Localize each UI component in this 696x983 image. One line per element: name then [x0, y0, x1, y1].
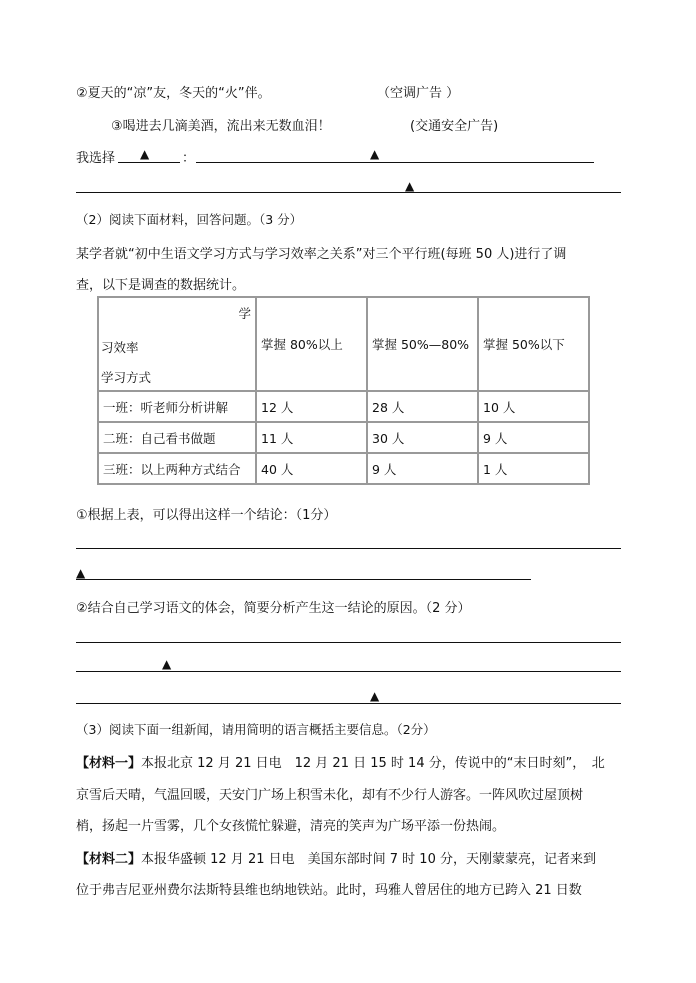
corner-bottom-text: 学习方式 [101, 370, 152, 385]
material-2-label: 【材料二】 [76, 852, 142, 867]
answer-mark: ▲ [370, 689, 380, 703]
answer-mark: ▲ [140, 147, 150, 161]
table-cell: 40 人 [256, 453, 367, 484]
answer-mark: ▲ [370, 147, 380, 161]
answer-line[interactable] [76, 192, 621, 193]
q2-intro-line2: 查，以下是调查的数据统计。 [76, 278, 246, 293]
answer-mark: ▲ [162, 657, 172, 671]
material-2-text: 本报华盛顿 12 月 21 日电 美国东部时间 7 时 10 分，天刚蒙蒙亮，记者来到 [141, 852, 596, 867]
table-cell: 12 人 [256, 391, 367, 422]
choose-blank[interactable] [118, 162, 180, 163]
material-1-line3: 梢，扬起一片雪雾，几个女孩慌忙躲避，清亮的笑声为广场平添一份热闹。 [76, 819, 506, 834]
material-1-line2: 京雪后天晴，气温回暖，天安门广场上积雪未化，却有不少行人游客。一阵风吹过屋顶树 [76, 788, 584, 803]
answer-line[interactable] [76, 671, 621, 672]
answer-line[interactable] [76, 642, 621, 643]
material-2-line2: 位于弗吉尼亚州费尔法斯特县维也纳地铁站。此时，玛雅人曾居住的地方已跨入 21 日数 [76, 883, 582, 898]
row-label: 一班：听老师分析讲解 [98, 391, 256, 422]
material-1-text: 本报北京 12 月 21 日电 12 月 21 日 15 时 14 分，传说中的“末日时刻”， 北 [141, 756, 605, 771]
slogan-3-tag: (交通安全广告) [410, 119, 499, 134]
answer-line[interactable] [76, 579, 531, 580]
slogan-2-text: ②夏天的“凉”友，冬天的“火”伴。 [76, 86, 271, 101]
corner-top-text: 学 [238, 306, 251, 321]
slogan-2-tag: （空调广告 ） [377, 86, 460, 101]
table-row [98, 391, 589, 422]
choose-colon: ： [182, 151, 196, 166]
column-header: 掌握 50%以下 [478, 297, 589, 391]
q2-sub2: ②结合自己学习语文的体会，简要分析产生这一结论的原因。（2 分） [76, 601, 471, 616]
column-header: 掌握 50%—80% [367, 297, 478, 391]
q3-heading: （3）阅读下面一组新闻，请用简明的语言概括主要信息。（2分） [76, 722, 436, 737]
table-row [98, 422, 589, 453]
material-1-line1 [76, 752, 605, 771]
table-cell: 10 人 [478, 391, 589, 422]
slogan-3-text: ③喝进去几滴美酒，流出来无数血泪！ [111, 119, 331, 134]
table-cell: 28 人 [367, 391, 478, 422]
table-header-row [98, 297, 589, 391]
survey-table [97, 296, 590, 485]
answer-mark: ▲ [405, 179, 415, 193]
choose-label: 我选择 [76, 151, 116, 166]
table-corner-header [98, 297, 256, 391]
q2-sub1: ①根据上表，可以得出这样一个结论：（1分） [76, 508, 337, 523]
corner-mid-text: 习效率 [101, 340, 139, 355]
slogan-answer-blank[interactable] [196, 162, 594, 163]
answer-mark: ▲ [76, 566, 86, 580]
table-cell: 11 人 [256, 422, 367, 453]
table-cell: 9 人 [367, 453, 478, 484]
row-label: 二班：自己看书做题 [98, 422, 256, 453]
row-label: 三班：以上两种方式结合 [98, 453, 256, 484]
table-cell: 30 人 [367, 422, 478, 453]
table-cell: 1 人 [478, 453, 589, 484]
column-header: 掌握 80%以上 [256, 297, 367, 391]
answer-line[interactable] [76, 548, 621, 549]
q2-heading: （2）阅读下面材料，回答问题。（3 分） [76, 212, 303, 227]
table-cell: 9 人 [478, 422, 589, 453]
table-row [98, 453, 589, 484]
answer-line[interactable] [76, 703, 621, 704]
material-2-line1 [76, 848, 596, 867]
q2-intro-line1: 某学者就“初中生语文学习方式与学习效率之关系”对三个平行班(每班 50 人)进行了调 [76, 247, 567, 262]
material-1-label: 【材料一】 [76, 756, 142, 771]
